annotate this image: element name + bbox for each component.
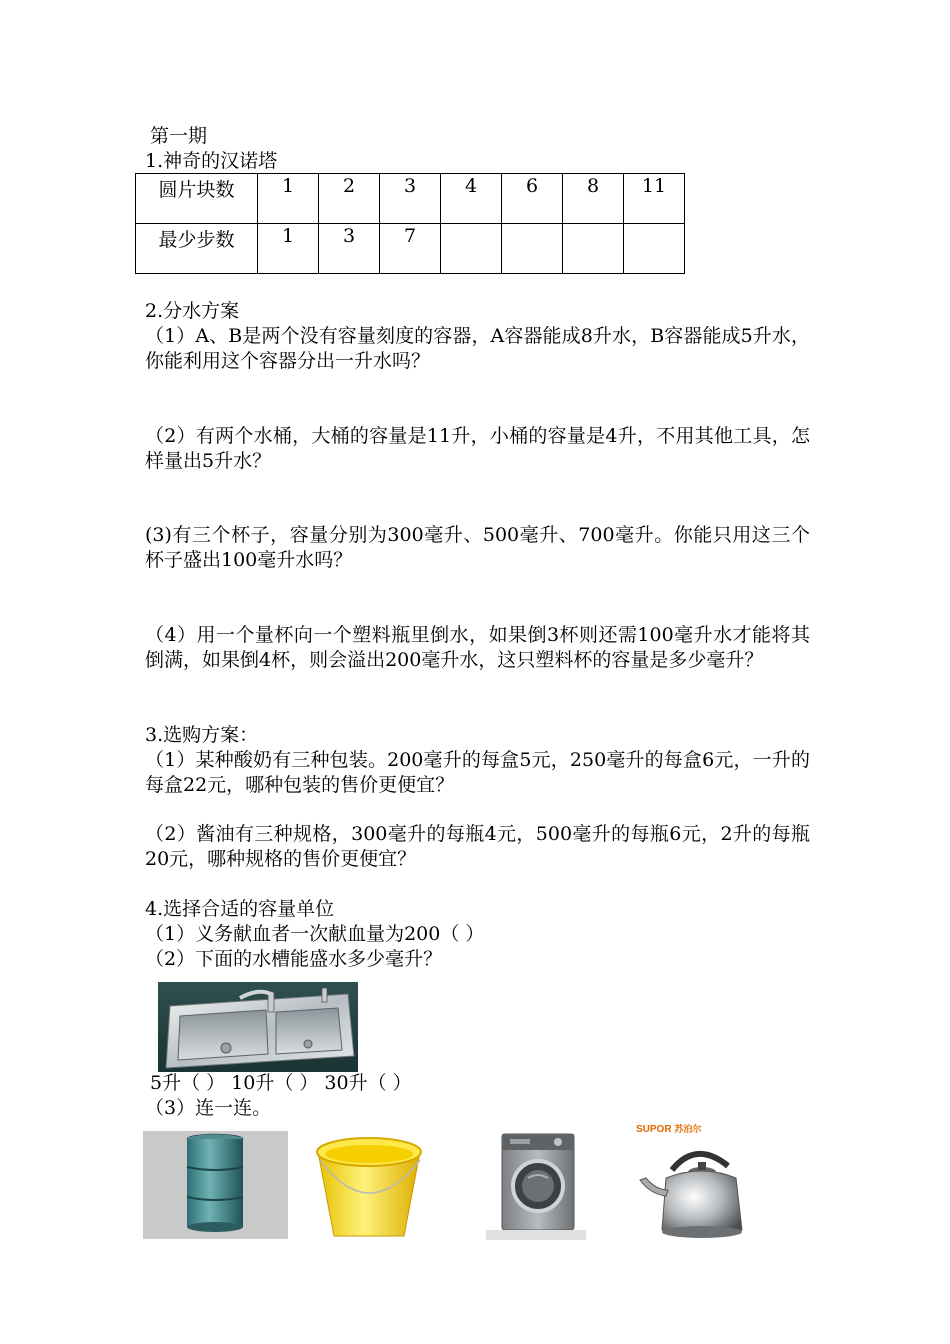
kettle-image <box>632 1120 760 1248</box>
sink-image <box>158 982 358 1072</box>
table-cell: 2 <box>319 174 380 224</box>
section2-question-1: （1）A、B是两个没有容量刻度的容器，A容器能成8升水，B容器能成5升水，你能利用这个容器分出一升水吗？ <box>145 325 810 372</box>
section2-title: 2.分水方案 <box>145 300 240 322</box>
table-cell <box>563 224 624 274</box>
section3-title: 3.选购方案： <box>145 724 259 746</box>
hanoi-table <box>135 173 685 274</box>
section3-question-1: （1）某种酸奶有三种包装。200毫升的每盒5元，250毫升的每盒6元，一升的每盒22元，哪种包装的售价更便宜？ <box>145 749 810 796</box>
section2-question-4: （4）用一个量杯向一个塑料瓶里倒水，如果倒3杯则还需100毫升水才能将其倒满，如果倒4杯，则会溢出200毫升水，这只塑料杯的容量是多少毫升？ <box>145 624 810 671</box>
table-cell: 7 <box>380 224 441 274</box>
section4-question-2: （2）下面的水槽能盛水多少毫升？ <box>145 948 443 970</box>
table-header-cell: 圆片块数 <box>136 174 258 224</box>
table-cell <box>502 224 563 274</box>
table-cell: 4 <box>441 174 502 224</box>
table-cell: 11 <box>624 174 685 224</box>
table-cell: 3 <box>319 224 380 274</box>
kettle-brand-logo: SUPOR <box>636 1124 672 1135</box>
table-cell <box>441 224 502 274</box>
table-cell: 3 <box>380 174 441 224</box>
washing-machine-image <box>476 1132 591 1242</box>
kettle-brand-logo-cn: 苏泊尔 <box>674 1124 702 1134</box>
section3-question-2: （2）酱油有三种规格，300毫升的每瓶4元，500毫升的每瓶6元，2升的每瓶20元，哪种规格的售价更便宜？ <box>145 823 810 870</box>
section2-question-3: (3)有三个杯子，容量分别为300毫升、500毫升、700毫升。你能只用这三个杯子盛出100毫升水吗？ <box>145 524 810 571</box>
table-row <box>136 224 685 274</box>
section4-question-1: （1）义务献血者一次献血量为200（ ） <box>145 923 485 945</box>
issue-title: 第一期 <box>150 125 208 147</box>
unit-options: 5升（ ） 10升（ ） 30升（ ） <box>150 1072 412 1094</box>
section4-title: 4.选择合适的容量单位 <box>145 898 335 920</box>
table-cell: 6 <box>502 174 563 224</box>
table-cell: 1 <box>258 224 319 274</box>
table-row <box>136 174 685 224</box>
section4-question-3: （3）连一连。 <box>145 1097 272 1119</box>
section1-title: 1.神奇的汉诺塔 <box>145 150 278 172</box>
table-cell <box>624 224 685 274</box>
section2-question-2: （2）有两个水桶，大桶的容量是11升，小桶的容量是4升，不用其他工具，怎样量出5升水？ <box>145 425 810 472</box>
oil-drum-image <box>143 1131 288 1239</box>
table-cell: 1 <box>258 174 319 224</box>
table-header-cell: 最少步数 <box>136 224 258 274</box>
table-cell: 8 <box>563 174 624 224</box>
bucket-image <box>308 1130 430 1244</box>
